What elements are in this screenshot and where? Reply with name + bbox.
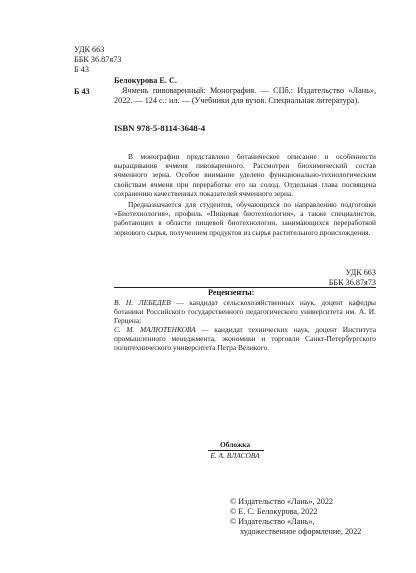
copyright-line-2: © Е. С. Белокурова, 2022 xyxy=(230,507,318,516)
udk-code: УДК 663 xyxy=(74,45,105,54)
author-heading: Белокурова Е. С. xyxy=(114,76,177,85)
reviewer-1-text: — кандидат сельскохозяйственных наук, доцент кафедры ботаники Российского государственного педагогического университета им. А. И. Герцена; xyxy=(114,298,376,326)
copyright-line-3: © Издательство «Лань», xyxy=(230,517,315,526)
copyright-line-4: художественное оформление, 2022 xyxy=(240,527,362,536)
bibliography-mark: Б 43 xyxy=(74,87,90,96)
isbn: ISBN 978-5-8114-3648-4 xyxy=(114,123,206,133)
bbk-code-right: ББК 36.87я73 xyxy=(328,278,376,287)
copyright-block xyxy=(230,497,410,537)
udk-code-right: УДК 663 xyxy=(345,268,376,277)
reviewer-2-name: С. М. МАЛЮТЕНКОВА xyxy=(114,325,196,334)
reviewers-heading: Рецензенты: xyxy=(208,288,255,297)
cover-designer: Е. А. ВЛАСОВА xyxy=(210,451,260,460)
library-codes-right xyxy=(270,268,376,288)
annotation-paragraph-1: В монографии представлено ботаническое описание и особенности выращивания ячменя пивоваренного. Рассмотрен биохимический состав ячменного зерна. Особое внимание уделено функционально-технологическим свойствам ячменя при переработке его на солод. Отдельная глава посвящена сохранению качественных показателей ячменного зерна. xyxy=(114,152,376,198)
library-codes-block xyxy=(74,45,194,75)
annotation-paragraph-2: Предназначается для студентов, обучающихся по направлению подготовки «Биотехнология», профиль «Пищевая биотехнология», а также специалистов, работающих в области пищевой биотехнологии, занимающихся переработкой зернового сырья, получением продуктов из сырья растительного происхождения. xyxy=(114,200,376,237)
cover-heading: Обложка xyxy=(219,440,251,449)
bibliographic-description: Ячмень пивоваренный: Монография. — СПб.: Издательство «Лань», 2022. — 124 с.: ил. — (Учебники для вузов. Специальная литература). xyxy=(114,86,376,105)
bbk-code: ББК 36.87я73 xyxy=(74,55,122,64)
copyright-line-1: © Издательство «Лань», 2022 xyxy=(230,497,334,506)
reviewer-1 xyxy=(114,298,376,326)
reviewer-2 xyxy=(114,325,376,353)
reviewer-2-text: — кандидат технических наук, доцент Института промышленного менеджмента, экономики и торговли Санкт-Петербургского политехнического университета Петра Великого. xyxy=(114,325,376,353)
author-mark-code: Б 43 xyxy=(74,65,89,74)
reviewer-1-name: В. Н. ЛЕБЕДЕВ xyxy=(114,298,171,307)
